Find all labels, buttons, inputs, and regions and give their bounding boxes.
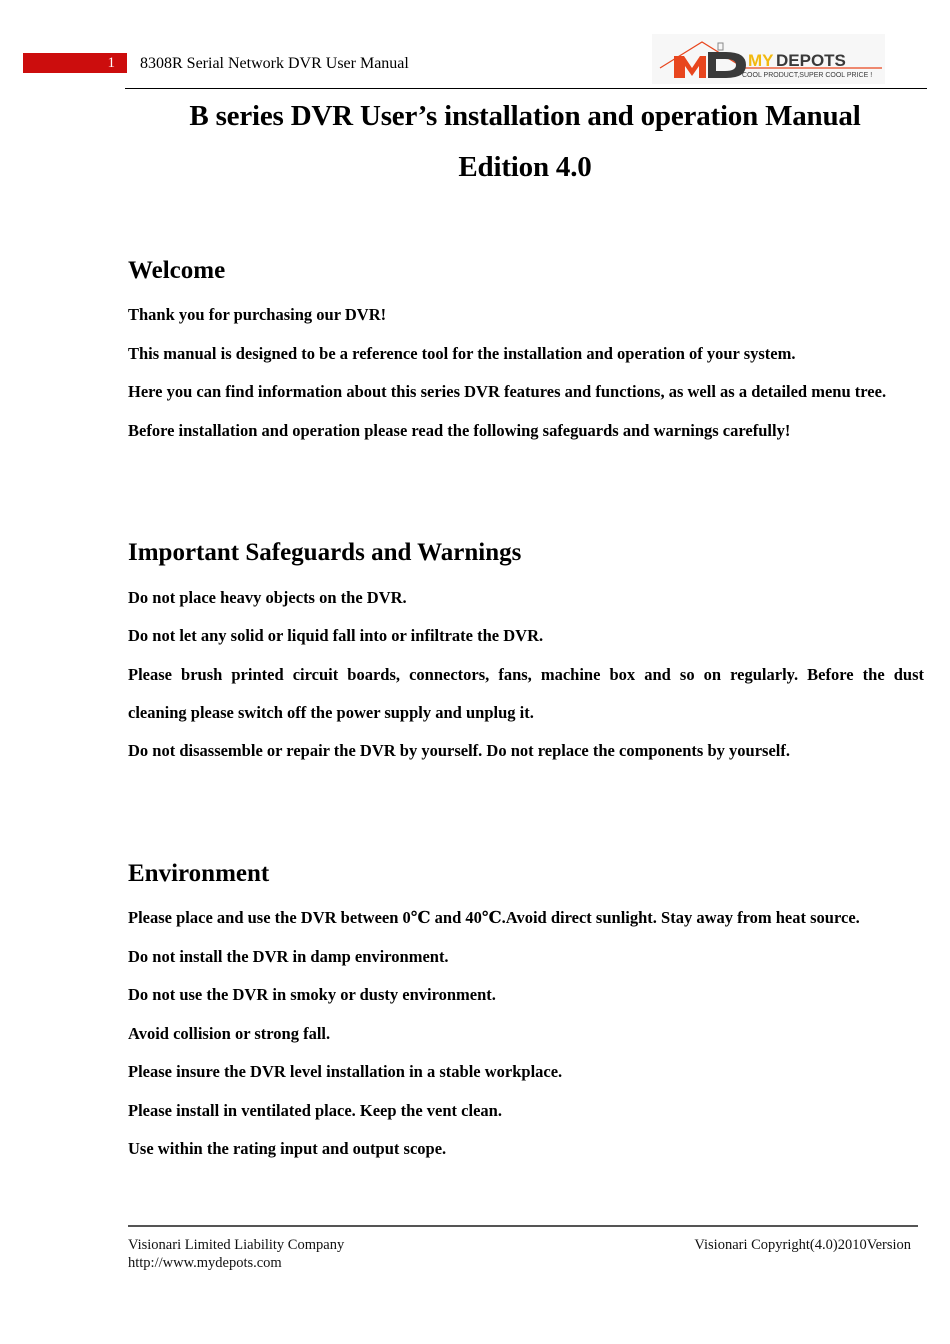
section-heading-welcome: Welcome xyxy=(128,257,226,284)
footer-company: Visionari Limited Liability Company xyxy=(128,1237,345,1253)
paragraph: Do not let any solid or liquid fall into or infiltrate the DVR. xyxy=(128,626,544,645)
paragraph: Do not disassemble or repair the DVR by yourself. Do not replace the components by yourself. xyxy=(128,741,790,760)
paragraph: This manual is designed to be a reference tool for the installation and operation of your system. xyxy=(128,344,796,363)
page-number: 1 xyxy=(107,55,115,71)
page-number-badge xyxy=(23,53,127,73)
mydepots-logo xyxy=(652,34,885,84)
paragraph: Here you can find information about this series DVR features and functions, as well as a detailed menu tree. xyxy=(128,382,887,401)
svg-text:MY: MY xyxy=(748,51,774,70)
svg-text:DEPOTS: DEPOTS xyxy=(776,51,846,70)
footer-divider xyxy=(128,1225,918,1227)
section-heading-environment: Environment xyxy=(128,860,270,887)
paragraph: Please install in ventilated place. Keep the vent clean. xyxy=(128,1101,502,1120)
document-edition: Edition 4.0 xyxy=(458,151,592,183)
paragraph: Avoid collision or strong fall. xyxy=(128,1024,331,1043)
paragraph: Before installation and operation please read the following safeguards and warnings carefully! xyxy=(128,421,791,440)
paragraph: Do not use the DVR in smoky or dusty environment. xyxy=(128,985,496,1004)
header-divider xyxy=(125,88,927,89)
footer-url[interactable]: http://www.mydepots.com xyxy=(128,1255,282,1271)
paragraph: Thank you for purchasing our DVR! xyxy=(128,305,387,324)
paragraph: cleaning please switch off the power supply and unplug it. xyxy=(128,703,534,722)
paragraph: Do not place heavy objects on the DVR. xyxy=(128,588,407,607)
paragraph: Use within the rating input and output scope. xyxy=(128,1139,447,1158)
running-header-title: 8308R Serial Network DVR User Manual xyxy=(140,55,409,72)
paragraph: Please brush printed circuit boards, connectors, fans, machine box and so on regularly. Before the dust xyxy=(128,665,924,684)
footer-copyright: Visionari Copyright(4.0)2010Version xyxy=(694,1237,911,1253)
paragraph: Please place and use the DVR between 0℃ and 40℃.Avoid direct sunlight. Stay away from heat source. xyxy=(128,908,860,927)
paragraph: Please insure the DVR level installation in a stable workplace. xyxy=(128,1062,563,1081)
document-title: B series DVR User’s installation and operation Manual xyxy=(189,100,861,132)
section-heading-safeguards: Important Safeguards and Warnings xyxy=(128,539,522,566)
paragraph: Do not install the DVR in damp environment. xyxy=(128,947,449,966)
svg-text:COOL PRODUCT,SUPER COOL PRICE: COOL PRODUCT,SUPER COOL PRICE ! xyxy=(742,72,873,79)
